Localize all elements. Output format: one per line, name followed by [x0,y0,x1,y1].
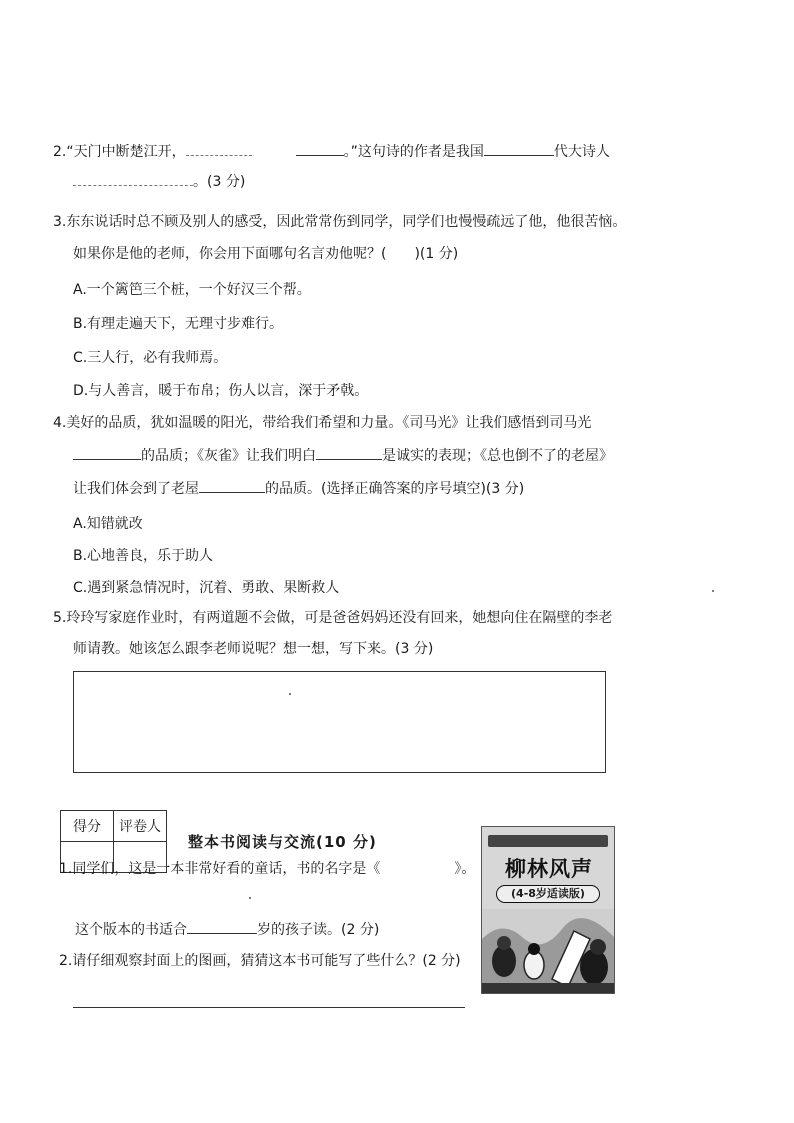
s-q2-stem: 2.请仔细观察封面上的图画，猜猜这本书可能写了些什么？(2 分) [59,953,461,969]
q4-blank-3[interactable] [199,478,265,493]
s-q1-text-a: 1.同学们，这是一本非常好看的童话，书的名字是《 [59,861,381,877]
cover-series-banner [488,835,608,847]
cover-title: 柳林风声 [505,857,593,881]
q2-line1 [53,141,610,163]
q4-text-2a: 的品质；《灰雀》让我们明白 [141,448,316,464]
q4-blank-2[interactable] [316,445,382,460]
q2-blank-2[interactable] [296,141,344,156]
q3-stem-line2: 如果你是他的老师，你会用下面哪句名言劝他呢？( )(1 分) [73,246,459,262]
q4-text-2b: 是诚实的表现；《总也倒不了的老屋》 [382,448,613,464]
q5-answer-box[interactable] [73,671,606,773]
q3-option-d[interactable]: D.与人善言，暖于布帛；伤人以言，深于矛戟。 [73,383,369,399]
q2-line2 [73,171,245,193]
q2-text-b: 。”这句诗的作者是我国 [343,144,484,160]
s-q1-age-blank[interactable] [187,919,257,934]
reviewer-header: 评卷人 [114,811,167,842]
s-q1-text-2a: 这个版本的书适合 [75,922,187,938]
q2-text-c: 代大诗人 [553,144,610,160]
q3-option-b[interactable]: B.有理走遍天下，无理寸步难行。 [73,316,284,332]
q4-option-b: B.心地善良，乐于助人 [73,548,214,564]
s-q1-text-b: 》。 [454,861,476,877]
q4-stem-line3 [73,478,524,500]
q2-points: 。(3 分) [193,174,246,190]
section-title: 整本书阅读与交流(10 分) [188,833,377,851]
q2-text-a: 2.“天门中断楚江开， [53,144,186,160]
q4-text-3b: 的品质。(选择正确答案的序号填空)(3 分) [265,481,525,497]
q4-blank-1[interactable] [73,445,141,460]
s-q1-line2 [75,919,379,941]
q4-text-3a: 让我们体会到了老屋 [73,481,199,497]
score-header: 得分 [61,811,114,842]
q4-option-a: A.知错就改 [73,516,143,532]
scan-speck [249,897,251,899]
q4-stem-line2 [73,445,613,467]
q4-stem-line1: 4.美好的品质，犹如温暖的阳光，带给我们希望和力量。《司马光》让我们感悟到司马光 [53,415,592,431]
scan-speck [712,590,714,592]
cover-edition-badge: (4-8岁适读版) [496,885,600,903]
q2-blank-1[interactable] [186,141,252,156]
cover-illustration [482,909,615,994]
q5-stem-line1: 5.玲玲写家庭作业时，有两道题不会做，可是爸爸妈妈还没有回来，她想向住在隔壁的李老 [53,610,613,626]
scan-speck [289,693,291,695]
s-q1-text-2b: 岁的孩子读。(2 分) [257,922,380,938]
q3-option-a[interactable]: A.一个篱笆三个桩，一个好汉三个帮。 [73,282,311,298]
q4-option-c: C.遇到紧急情况时，沉着、勇敢、果断救人 [73,580,340,596]
s-q2-answer-line[interactable] [73,1007,465,1008]
book-cover-image [481,826,615,994]
q3-stem-line1: 3.东东说话时总不顾及别人的感受，因此常常伤到同学，同学们也慢慢疏远了他，他很苦恼。 [53,214,627,230]
q5-stem-line2: 师请教。她该怎么跟李老师说呢？想一想，写下来。(3 分) [73,641,434,657]
q3-option-c[interactable]: C.三人行，必有我师焉。 [73,350,228,366]
q2-blank-era[interactable] [484,141,554,156]
q2-blank-poet[interactable] [73,171,193,186]
s-q1-line1 [59,858,475,880]
